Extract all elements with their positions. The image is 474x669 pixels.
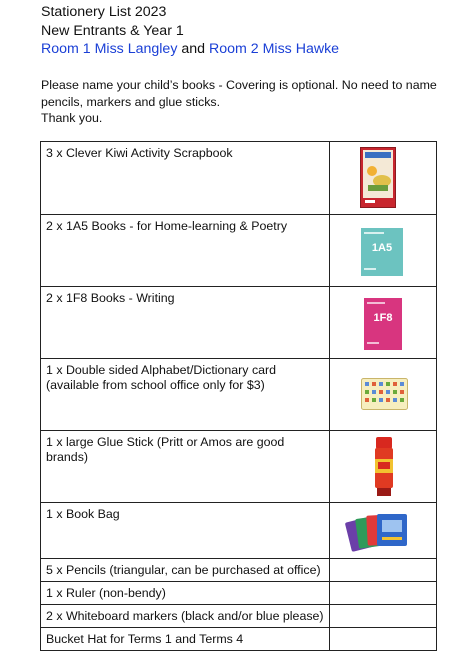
item-description: Bucket Hat for Terms 1 and Terms 4 [41,628,330,651]
table-row [41,359,437,431]
instructions-text: Please name your child’s books - Covering is optional. No need to name pencils, markers and glue sticks. [41,78,437,109]
header [41,3,339,59]
stationery-table [40,141,437,651]
glue-stick-icon [373,437,395,497]
list-title: Stationery List 2023 [41,4,167,20]
item-image-cell [330,431,437,503]
room-2-teacher: Room 2 Miss Hawke [208,41,340,57]
and-text: and [177,41,209,57]
table-row [41,605,437,628]
item-description: 2 x 1F8 Books - Writing [41,287,330,359]
item-description: 5 x Pencils (triangular, can be purchased at office) [41,559,330,582]
room-1-teacher: Room 1 Miss Langley [41,41,178,57]
table-row [41,628,437,651]
table-row [41,142,437,215]
table-row [41,431,437,503]
year-level: New Entrants & Year 1 [41,22,184,39]
item-image-cell [330,605,437,628]
item-description: 1 x Book Bag [41,503,330,559]
item-image-cell [330,582,437,605]
item-description: 1 x Double sided Alphabet/Dictionary card (available from school office only for $3) [41,359,330,431]
item-image-cell [330,287,437,359]
item-image-cell [330,559,437,582]
item-image-cell [330,215,437,287]
scrapbook-icon [360,147,396,208]
item-description: 1 x Ruler (non-bendy) [41,582,330,605]
book-bag-icon [344,509,419,553]
alphabet-card-icon [361,378,408,410]
thank-you-text: Thank you. [41,111,103,125]
item-description: 2 x 1A5 Books - for Home-learning & Poetry [41,215,330,287]
exercise-book-1f8-icon [364,298,402,350]
cover-label: 1A5 [371,242,393,254]
table-row [41,287,437,359]
item-description: 3 x Clever Kiwi Activity Scrapbook [41,142,330,215]
instructions [41,77,461,127]
table-row [41,582,437,605]
item-image-cell [330,503,437,559]
cover-label: 1F8 [373,312,393,324]
table-row [41,503,437,559]
teachers-line [41,40,339,59]
table-row [41,559,437,582]
table-row [41,215,437,287]
item-image-cell [330,359,437,431]
item-image-cell [330,628,437,651]
item-description: 1 x large Glue Stick (Pritt or Amos are good brands) [41,431,330,503]
item-image-cell [330,142,437,215]
exercise-book-1a5-icon [361,228,403,276]
item-description: 2 x Whiteboard markers (black and/or blue please) [41,605,330,628]
